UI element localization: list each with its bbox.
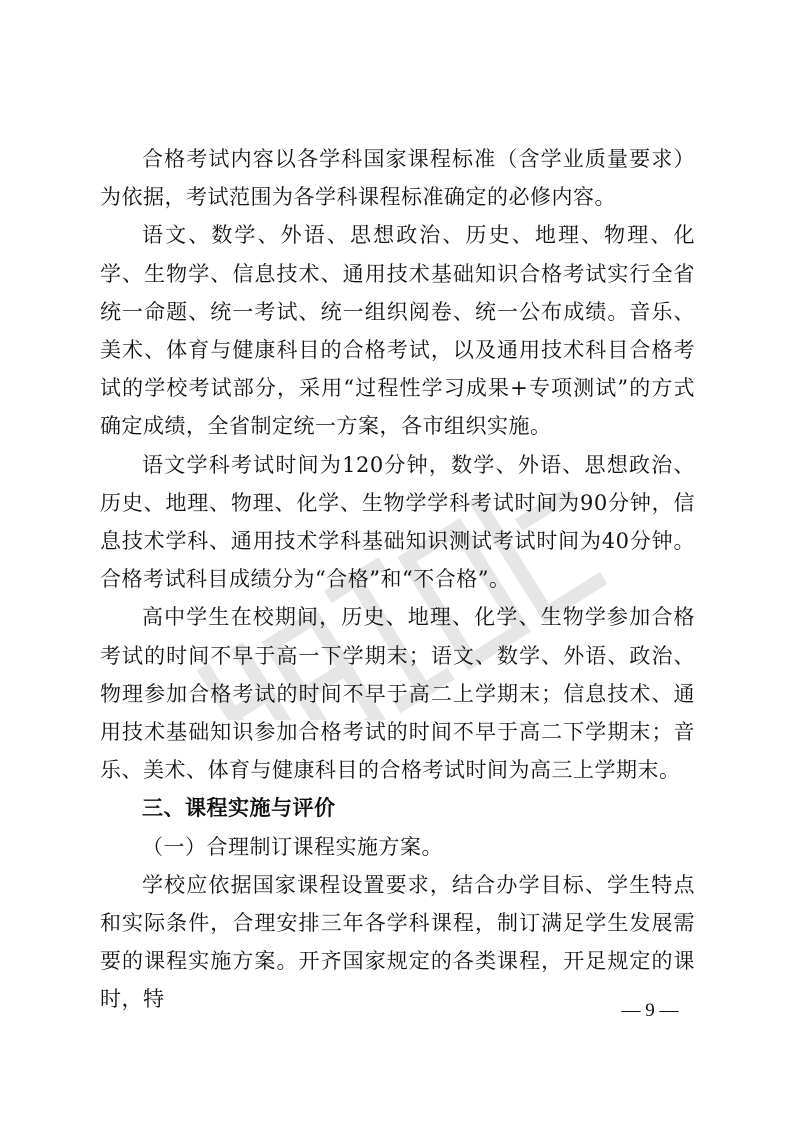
section-heading: 三、课程实施与评价 (142, 796, 336, 821)
document-body (100, 140, 695, 1019)
paragraph-curriculum-plan: 学校应依据国家课程设置要求，结合办学目标、学生特点和实际条件，合理安排三年各学科课程，制订满足学生发展需要的课程实施方案。开齐国家规定的各类课程，开足规定的课时，特 (100, 872, 695, 1012)
subsection-heading: （一）合理制订课程实施方案。 (142, 834, 443, 859)
paragraph-exam-organization: 语文、数学、外语、思想政治、历史、地理、物理、化学、生物学、信息技术、通用技术基础知识合格考试实行全省统一命题、统一考试、统一组织阅卷、统一公布成绩。音乐、美术、体育与健康科目的合格考试，以及通用技术科目合格考试的学校考试部分，采用“过程性学习成果+专项测试”的方式确定成绩，全省制定统一方案，各市组织实施。 (100, 223, 695, 439)
page-number: — 9 — (621, 1000, 679, 1021)
paragraph-exam-timing: 高中学生在校期间，历史、地理、化学、生物学参加合格考试的时间不早于高一下学期末；语文、数学、外语、政治、物理参加合格考试的时间不早于高二上学期末；信息技术、通用技术基础知识参加合格考试的时间不早于高二下学期末；音乐、美术、体育与健康科目的合格考试时间为高三上学期末。 (100, 605, 695, 783)
paragraph-exam-content: 合格考试内容以各学科国家课程标准（含学业质量要求）为依据，考试范围为各学科课程标准确定的必修内容。 (100, 147, 695, 210)
paragraph-exam-duration: 语文学科考试时间为120分钟，数学、外语、思想政治、历史、地理、物理、化学、生物学学科考试时间为90分钟，信息技术学科、通用技术学科基础知识测试考试时间为40分钟。合格考试科目成绩分为“合格”和“不合格”。 (100, 452, 695, 592)
